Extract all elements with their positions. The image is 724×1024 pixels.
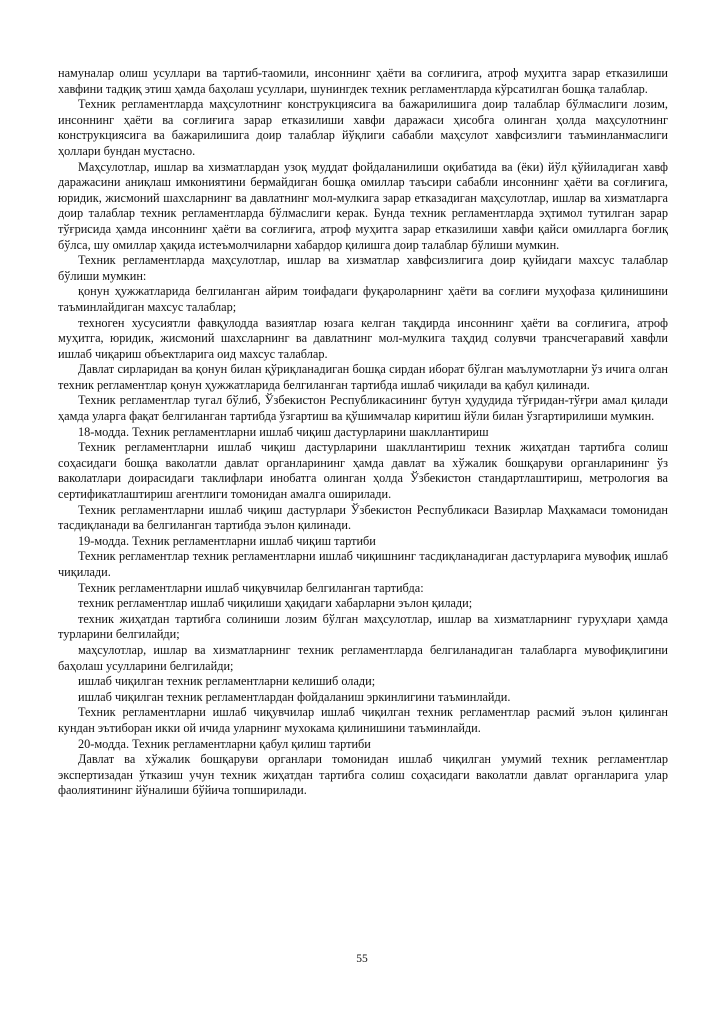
page-number: 55 [356, 953, 368, 965]
list-item: ишлаб чиқилган техник регламентларни келишиб олади; [78, 674, 376, 689]
paragraph: Давлат ва хўжалик бошқаруви органлари томонидан ишлаб чиқилган умумий техник регламентлар экспертизадан ўтказиш учун техник жиҳатдан тартибга солиш соҳасидаги ваколатли давлат органларига улар фаолиятининг йўналиши бўйича топширилади. [58, 752, 668, 798]
list-item: техноген хусусиятли фавқулодда вазиятлар юзага келган тақдирда инсоннинг ҳаёти ва соғлиғига, атроф муҳитга, юридик, жисмоний шахсларнинг ва давлатнинг мол-мулкига таҳдид солувчи трансчегаравий хавфли ишлаб чиқариш объектларига оид махсус талаблар. [58, 315, 668, 361]
document-body [58, 66, 668, 799]
paragraph: Техник регламентларни ишлаб чиқувчилар ишлаб чиқилган техник регламентлар расмий эълон қилинган кундан эътиборан икки ой ичида уларнинг мухокама қилинишини таъминлайди. [58, 705, 668, 735]
list-item: техник жиҳатдан тартибга солиниши лозим бўлган маҳсулотлар, ишлар ва хизматларнинг гуруҳлари ҳамда турларини белгилайди; [58, 611, 668, 642]
list-item: қонун ҳужжатларида белгиланган айрим тоифадаги фуқароларнинг ҳаёти ва соғлиғи муҳофаза қилинишини таъминлайдиган махсус талаблар; [58, 284, 668, 314]
list-item: ишлаб чиқилган техник регламентлардан фойдаланиш эркинлигини таъминлайди. [78, 689, 511, 704]
article-heading: 20-модда. Техник регламентларни қабул қилиш тартиби [78, 736, 371, 751]
paragraph: Техник регламентларни ишлаб чиқувчилар белгиланган тартибда: [78, 580, 424, 595]
paragraph: Техник регламентларда маҳсулотлар, ишлар ва хизматлар хавфсизлигига доир қуйидаги махсус талаблар бўлиши мумкин: [58, 253, 668, 283]
paragraph: Давлат сирларидан ва қонун билан қўриқланадиган бошқа сирдан иборат бўлган маълумотларни ўз ичига олган техник регламентлар қонун ҳужжатларида белгиланган тартибда ишлаб чиқилади ва қабул қилинади. [58, 362, 668, 392]
paragraph: Техник регламентларни ишлаб чиқиш дастурларини шакллантириш техник жиҳатдан тартибга солиш соҳасидаги бошқа ваколатли давлат органларининг ҳамда давлат ва хўжалик бошқаруви органларининг ўз ваколатлари доирасидаги таклифлари инобатга олинган ҳолда Ўзбекистон стандартлаштириш, метрология ва сертификатлаштириш агентлиги томонидан амалга оширилади. [58, 440, 668, 502]
paragraph: Техник регламентларда маҳсулотнинг конструкциясига ва бажарилишига доир талаблар бўлмаслиги лозим, инсоннинг ҳаёти ва соғлиғига зарар етказилиши хавфи даражаси ҳисобга олинган ҳолда маҳсулотнинг конструкциясига ва бажарилишига доир талаблар йўқлиги сабабли маҳсулот хавфсизлиги таъминланмаслиги ҳоллари бундан мустасно. [58, 97, 668, 158]
paragraph: Техник регламентларни ишлаб чиқиш дастурлари Ўзбекистон Республикаси Вазирлар Маҳкамаси томонидан тасдиқланади ва белгиланган тартибда эълон қилинади. [58, 502, 668, 533]
paragraph: Техник регламентлар техник регламентларни ишлаб чиқишнинг тасдиқланадиган дастурларига мувофиқ ишлаб чиқилади. [58, 549, 668, 579]
list-item: маҳсулотлар, ишлар ва хизматларнинг техник регламентларда белгиланадиган талабларга мувофиқлигини баҳолаш усулларини белгилайди; [58, 642, 668, 673]
list-item: техник регламентлар ишлаб чиқилиши ҳақидаги хабарларни эълон қилади; [78, 596, 473, 611]
article-heading: 19-модда. Техник регламентларни ишлаб чиқиш тартиби [78, 533, 376, 548]
article-heading: 18-модда. Техник регламентларни ишлаб чиқиш дастурларини шакллантириш [78, 424, 489, 439]
paragraph: Техник регламентлар тугал бўлиб, Ўзбекистон Республикасининг бутун ҳудудида тўғридан-тўғри амал қилади ҳамда уларга фақат белгиланган тартибда ўзгартиш ва қўшимчалар киритиш йўли билан ўзгартирилиши мумкин. [58, 393, 668, 424]
paragraph: Маҳсулотлар, ишлар ва хизматлардан узоқ муддат фойдаланилиши оқибатида ва (ёки) йўл қўйиладиган хавф даражасини аниқлаш имкониятини бермайдиган бошқа омиллар таъсири сабабли инсоннинг ҳаёти ва соғлиғига, юридик, жисмоний шахсларнинг ва давлатнинг мол-мулкига зарар етказадиган маҳсулотлар, ишлар ва хизматларга доир талаблар техник регламентларда бўлмаслиги керак. Бунда техник регламентларда эҳтимол тутилган зарар тўғрисида ҳамда инсоннинг ҳаёти ва соғлиғига, атроф муҳитга зарар етказилиши хавфи қайси омилларга боғлиқ бўлса, шу омиллар ҳақида истеъмолчиларни хабардор қилишга доир талаблар бўлиши мумкин. [58, 159, 668, 252]
paragraph: намуналар олиш усуллари ва тартиб-таомили, инсоннинг ҳаёти ва соғлиғига, атроф муҳитга зарар етказилиши хавфини тадқиқ этиш ҳамда баҳолаш усуллари, шунингдек техник регламентларда кўрсатилган бошқа талаблар. [58, 66, 668, 96]
